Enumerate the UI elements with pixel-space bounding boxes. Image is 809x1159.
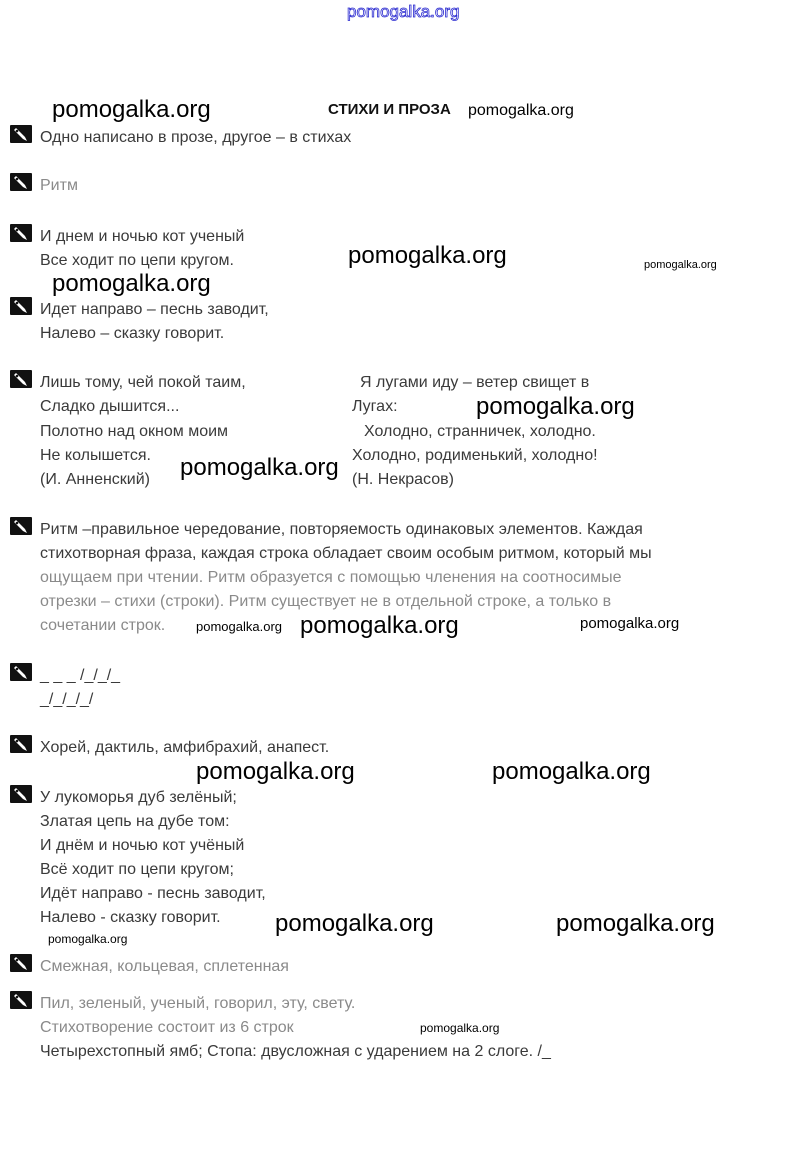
watermark: pomogalka.org [300,612,459,639]
pen-icon [10,125,32,143]
pen-icon [10,297,32,315]
answer-4-line: Идет направо – песнь заводит, [40,301,269,318]
watermark-top: pomogalka.org [347,2,460,21]
answer-7-line: _/_/_/_/ [40,691,94,708]
answer-3-line: Все ходит по цепи кругом. [40,252,234,269]
answer-6-line: ощущаем при чтении. Ритм образуется с помощью членения на соотносимые [40,569,622,586]
answer-9-line: Златая цепь на дубе том: [40,813,230,830]
page-title: СТИХИ И ПРОЗА [328,101,451,118]
watermark: pomogalka.org [476,393,635,420]
poem-right-line: Холодно, родименький, холодно! [352,447,598,464]
poem-left-line: Не колышется. [40,447,151,464]
poem-left-author: (И. Анненский) [40,471,150,488]
answer-9-line: Идёт направо - песнь заводит, [40,885,266,902]
answer-10: Смежная, кольцевая, сплетенная [40,958,289,975]
pen-icon [10,370,32,388]
watermark: pomogalka.org [52,96,211,123]
answer-11-line: Стихотворение состоит из 6 строк [40,1019,294,1036]
poem-right-line: Лугах: [352,398,398,415]
poem-left-line: Лишь тому, чей покой таим, [40,374,246,391]
watermark: pomogalka.org [48,932,128,946]
answer-6-line: отрезки – стихи (строки). Ритм существует не в отдельной строке, а только в [40,593,612,610]
pen-icon [10,517,32,535]
watermark: pomogalka.org [644,259,717,271]
answer-1: Одно написано в прозе, другое – в стихах [40,129,352,146]
answer-9-line: У лукоморья дуб зелёный; [40,789,237,806]
poem-left-line: Сладко дышится... [40,398,180,415]
watermark: pomogalka.org [275,910,434,937]
pen-icon [10,954,32,972]
watermark: pomogalka.org [196,758,355,785]
answer-11-line: Пил, зеленый, ученый, говорил, эту, свету. [40,995,356,1012]
answer-3-line: И днем и ночью кот ученый [40,228,245,245]
watermark: pomogalka.org [348,242,507,269]
answer-2: Ритм [40,177,78,194]
pen-icon [10,173,32,191]
answer-7-line: _ _ _ /_/_/_ [40,667,121,684]
answer-4-line: Налево – сказку говорит. [40,325,225,342]
pen-icon [10,785,32,803]
poem-right-author: (Н. Некрасов) [352,471,454,488]
pen-icon [10,991,32,1009]
pen-icon [10,224,32,242]
answer-8: Хорей, дактиль, амфибрахий, анапест. [40,739,330,756]
watermark: pomogalka.org [492,758,651,785]
answer-11-line: Четырехстопный ямб; Стопа: двусложная с ударением на 2 слоге. /_ [40,1043,551,1060]
poem-left-line: Полотно над окном моим [40,423,229,440]
answer-6-line: стихотворная фраза, каждая строка обладает своим особым ритмом, который мы [40,545,652,562]
answer-6-line: Ритм –правильное чередование, повторяемость одинаковых элементов. Каждая [40,521,643,538]
watermark: pomogalka.org [468,102,574,119]
watermark: pomogalka.org [52,270,211,297]
pen-icon [10,735,32,753]
watermark: pomogalka.org [556,910,715,937]
answer-9-line: Всё ходит по цепи кругом; [40,861,234,878]
watermark: pomogalka.org [580,615,680,632]
answer-9-line: Налево - сказку говорит. [40,909,221,926]
poem-right-line: Я лугами иду – ветер свищет в [360,374,590,391]
watermark: pomogalka.org [180,454,339,481]
poem-right-line: Холодно, странничек, холодно. [364,423,596,440]
answer-9-line: И днём и ночью кот учёный [40,837,245,854]
watermark: pomogalka.org [196,619,282,634]
watermark: pomogalka.org [420,1021,500,1035]
answer-6-line: сочетании строк. [40,617,166,634]
pen-icon [10,663,32,681]
